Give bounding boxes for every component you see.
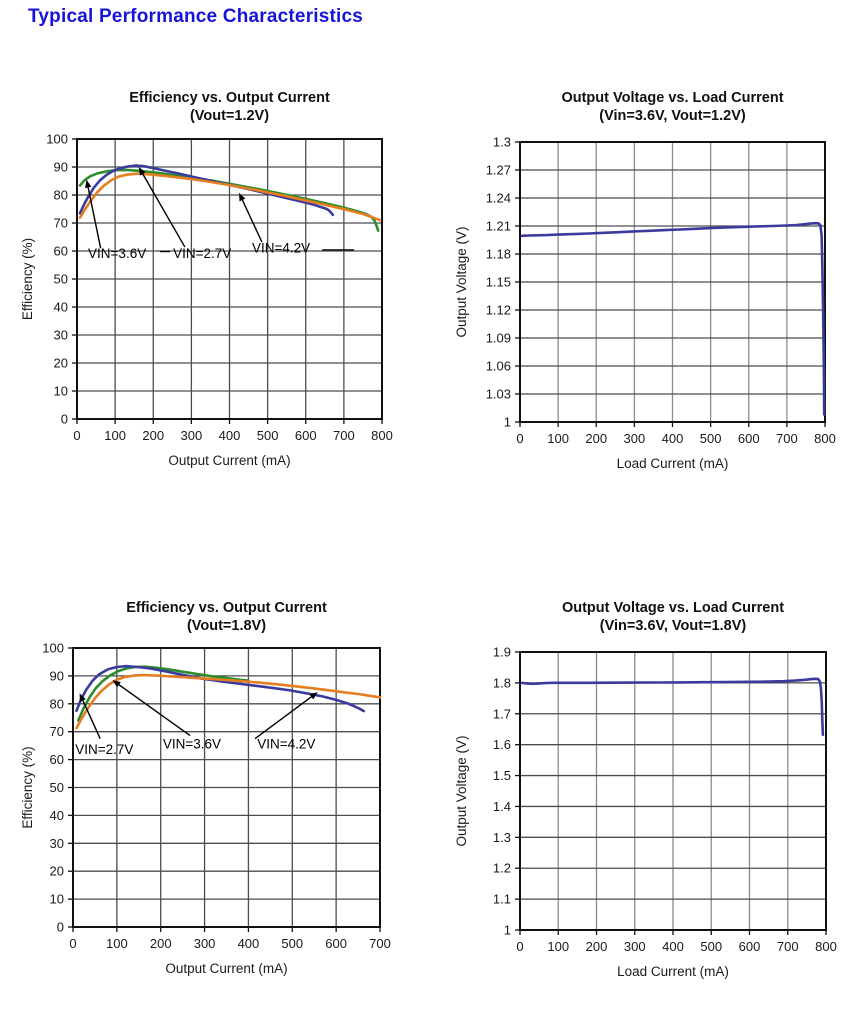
y-axis-title: Output Voltage (V) [454,226,469,338]
y-tick-label: 1.15 [485,274,511,290]
y-tick-label: 10 [49,891,64,907]
x-tick-label: 600 [737,431,760,446]
chart-subtitle: (Vout=1.2V) [189,108,270,124]
x-tick-label: 700 [776,431,798,446]
y-axis-title: Efficiency (%) [20,237,35,321]
x-tick-label: 300 [623,939,646,954]
curve-label: VIN=3.6V [88,246,147,261]
x-tick-label: 200 [149,936,172,951]
y-tick-label: 1.2 [492,860,511,876]
y-tick-label: 100 [42,640,64,656]
y-tick-label: 1.8 [492,675,511,691]
y-tick-label: 1.24 [485,190,511,206]
x-tick-label: 100 [106,936,128,951]
y-tick-label: 0 [60,411,68,427]
y-tick-label: 1.18 [485,246,511,262]
y-tick-label: 90 [49,668,64,684]
curve-label: VIN=2.7V [173,246,232,261]
chart-title: Efficiency vs. Output Current [129,90,330,106]
y-tick-label: 1.3 [492,829,511,845]
x-tick-label: 300 [193,936,216,951]
x-tick-label: 600 [738,939,761,954]
x-tick-label: 700 [776,939,799,954]
y-tick-label: 40 [49,807,64,823]
x-tick-label: 300 [623,431,646,446]
y-tick-label: 20 [53,355,68,371]
y-tick-label: 1.12 [485,302,511,318]
y-tick-label: 1 [503,414,511,430]
x-tick-label: 500 [699,431,722,446]
x-tick-label: 100 [547,939,570,954]
page-title: Typical Performance Characteristics [28,6,364,27]
y-tick-label: 90 [53,159,68,175]
output_voltage_vout_1_2-svg [450,78,865,486]
chart-efficiency-vout-1.2v [10,78,422,491]
y-tick-label: 50 [53,271,68,287]
chart-efficiency-vout-1.8v [10,588,422,1005]
y-tick-label: 1.27 [485,162,511,178]
chart-title: Output Voltage vs. Load Current [561,600,785,616]
x-tick-label: 400 [237,936,260,951]
y-tick-label: 70 [53,215,68,231]
chart-subtitle: (Vin=3.6V, Vout=1.2V) [599,108,746,124]
chart-title: Output Voltage vs. Load Current [561,90,784,106]
y-tick-label: 30 [49,835,64,851]
x-tick-label: 200 [585,939,608,954]
chart-output-voltage-vout-1.8v [450,588,865,1010]
x-tick-label: 100 [547,431,569,446]
x-tick-label: 0 [516,431,524,446]
x-tick-label: 400 [661,431,684,446]
y-tick-label: 30 [53,327,68,343]
x-axis-title: Load Current (mA) [616,456,729,471]
chart-title: Efficiency vs. Output Current [126,600,327,616]
x-tick-label: 800 [371,428,393,443]
x-tick-label: 300 [180,428,203,443]
y-tick-label: 1.7 [492,706,511,722]
y-tick-label: 1.6 [492,737,511,753]
x-tick-label: 0 [73,428,81,443]
x-tick-label: 600 [325,936,347,951]
y-tick-label: 10 [53,383,68,399]
x-tick-label: 0 [516,939,524,954]
y-tick-label: 80 [53,187,68,203]
x-tick-label: 400 [218,428,241,443]
x-axis-title: Output Current (mA) [168,453,291,468]
y-tick-label: 1.1 [492,891,511,907]
y-tick-label: 1.3 [492,134,511,150]
x-tick-label: 800 [814,431,836,446]
x-tick-label: 100 [104,428,126,443]
chart-subtitle: (Vin=3.6V, Vout=1.8V) [599,618,747,634]
chart-subtitle: (Vout=1.8V) [186,618,267,634]
y-tick-label: 1.9 [492,644,511,660]
x-tick-label: 800 [815,939,837,954]
x-tick-label: 700 [333,428,355,443]
output_voltage_vout_1_8-svg [450,588,865,1005]
x-tick-label: 500 [256,428,279,443]
y-axis-title: Efficiency (%) [20,746,35,829]
x-axis-title: Load Current (mA) [617,964,729,979]
y-tick-label: 1.09 [485,330,511,346]
x-tick-label: 200 [142,428,165,443]
y-axis-title: Output Voltage (V) [454,735,469,847]
x-tick-label: 0 [69,936,77,951]
y-tick-label: 1.5 [492,768,511,784]
y-tick-label: 50 [49,780,64,795]
efficiency_vout_1_2-svg [10,78,422,486]
y-tick-label: 1.03 [485,386,511,402]
y-tick-label: 1.4 [492,798,511,814]
y-tick-label: 60 [53,243,68,259]
y-tick-label: 80 [49,696,64,712]
y-tick-label: 0 [56,919,64,935]
y-tick-label: 40 [53,299,68,315]
efficiency_vout_1_8-svg [10,588,422,1000]
y-tick-label: 60 [49,752,64,768]
x-axis-title: Output Current (mA) [165,961,288,976]
y-tick-label: 1.06 [485,358,511,374]
x-tick-label: 500 [281,936,304,951]
y-tick-label: 1.21 [485,218,511,234]
x-tick-label: 200 [585,431,608,446]
curve-label: VIN=3.6V [162,736,222,752]
curve-label: VIN=2.7V [75,742,134,758]
y-tick-label: 70 [49,724,64,740]
x-tick-label: 700 [369,936,391,951]
chart-output-voltage-vout-1.2v [450,78,865,491]
y-tick-label: 100 [46,131,68,147]
y-tick-label: 20 [49,863,64,879]
y-tick-label: 1 [503,922,511,938]
curve-label: VIN=4.2V [251,240,311,256]
x-tick-label: 600 [294,428,317,443]
curve-label: VIN=4.2V [257,736,316,752]
x-tick-label: 400 [662,939,684,954]
x-tick-label: 500 [700,939,723,954]
